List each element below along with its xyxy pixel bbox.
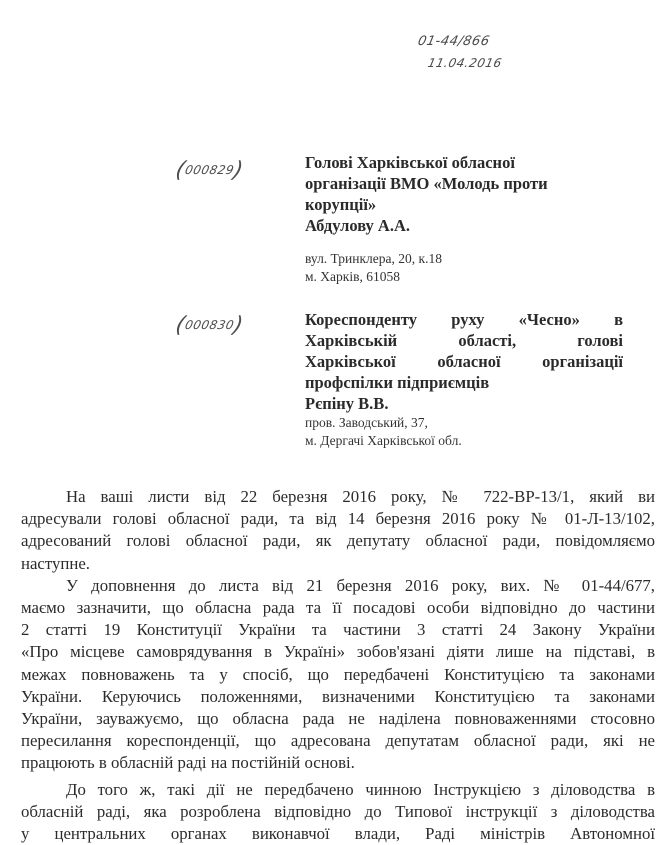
body-paragraph	[21, 575, 655, 775]
body-line: маємо зазначити, що обласна рада та її посадові особи відповідно до частини	[21, 598, 655, 618]
handwritten-recipient-reg-number: (000830)	[173, 313, 246, 338]
body-line: у центральних органах виконавчої влади, Раді міністрів Автономної	[21, 824, 655, 844]
address-line: вул. Тринклера, 20, к.18	[305, 251, 442, 266]
body-line: межах повноважень та у спосіб, що передбачені Конституцією та законами	[21, 664, 655, 684]
handwritten-outgoing-number: 01-44/866	[416, 34, 492, 49]
body-line: пересилання кореспонденції, що адресована депутатам обласної ради, які не	[21, 731, 655, 751]
body-line: У доповнення до листа від 21 березня 2016 року, вих. № 01-44/677,	[66, 575, 655, 595]
recipient-address	[305, 250, 442, 286]
recipient-line: корупції»	[305, 195, 377, 214]
handwritten-recipient-reg-number: (000829)	[173, 158, 246, 183]
body-line: На ваші листи від 22 березня 2016 року, № 722-ВР-13/1, який ви	[66, 487, 655, 506]
handwritten-outgoing-date: 11.04.2016	[426, 56, 504, 70]
reg-number-text: 000830	[183, 318, 236, 332]
body-line: «Про місцеве самоврядування в Україні» зобов'язані діяти лише на підставі, в	[21, 642, 655, 662]
body-paragraph	[21, 486, 655, 575]
body-line: України, зауважуємо, що обласна рада не наділена повноваженнями стосовно	[21, 709, 655, 729]
recipient-line: Харківській області, голові	[305, 331, 623, 350]
body-line: України. Керуючись положеннями, визначеними Конституцією та законами	[21, 686, 655, 706]
recipient-name: Абдулову А.А.	[305, 216, 411, 235]
body-paragraph	[21, 779, 655, 845]
body-line: обласній раді, яка розроблена відповідно до Типової інструкції з діловодства	[21, 801, 655, 821]
body-line: адресували голові обласної ради, та від 14 березня 2016 року № 01-Л-13/102,	[21, 509, 655, 529]
body-line: До того ж, такі дії не передбачено чинною Інструкцією з діловодства в	[66, 779, 655, 799]
body-line: адресований голові обласної ради, як депутату обласної ради, повідомляємо	[21, 531, 655, 551]
address-line: м. Харків, 61058	[305, 269, 400, 284]
recipient-line: Кореспонденту руху «Чесно» в	[305, 310, 623, 329]
recipient-line: організації ВМО «Молодь проти	[305, 174, 548, 193]
recipient-line: Голові Харківської обласної	[305, 153, 515, 172]
recipient-block	[305, 309, 623, 414]
body-line: працюють в обласній раді на постійній основі.	[21, 753, 355, 773]
recipient-name: Рєпіну В.В.	[305, 394, 389, 413]
body-line: 2 статті 19 Конституції України та частини 3 статті 24 Закону України	[21, 620, 655, 640]
reg-number-text: 000829	[183, 163, 236, 177]
body-line: наступне.	[21, 553, 90, 573]
recipient-block	[305, 152, 635, 236]
letter-body	[21, 486, 655, 845]
address-line: м. Дергачі Харківської обл.	[305, 433, 462, 448]
recipient-line: профспілки підприємців	[305, 373, 490, 392]
recipient-address	[305, 414, 462, 450]
address-line: пров. Заводський, 37,	[305, 415, 428, 430]
recipient-line: Харківської обласної організації	[305, 352, 623, 371]
